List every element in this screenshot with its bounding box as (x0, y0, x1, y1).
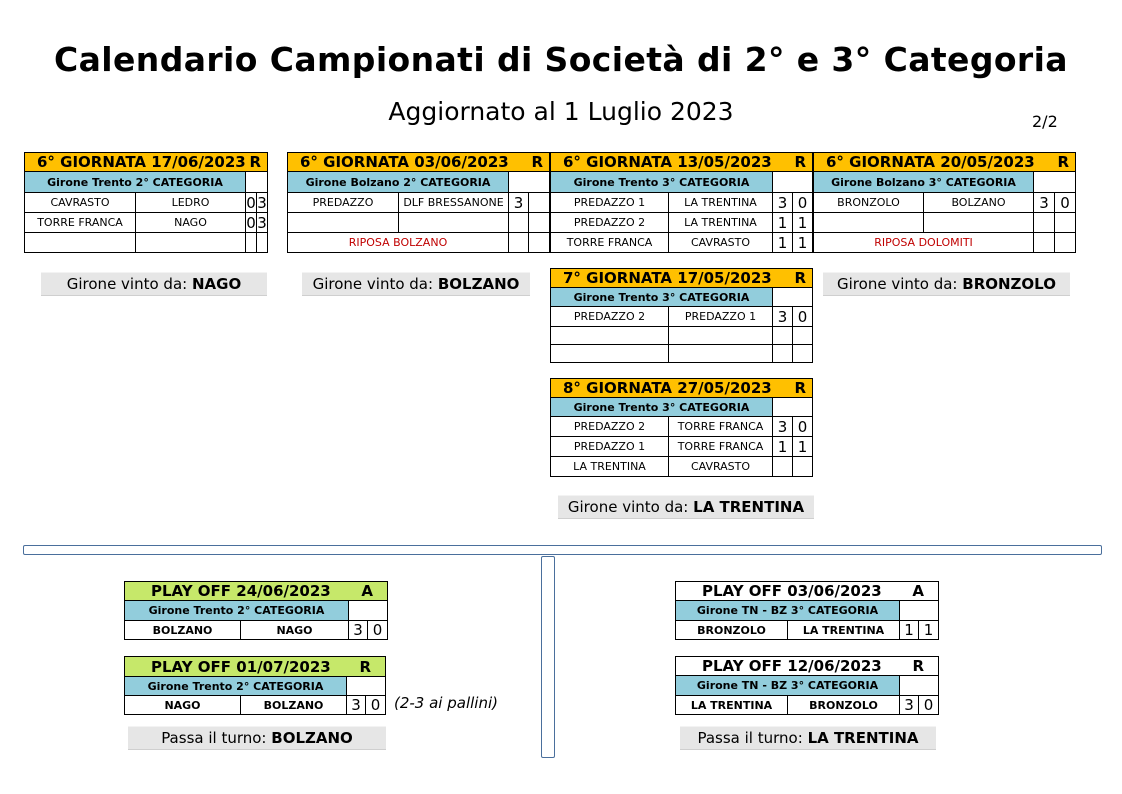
match-row: TORRE FRANCA CAVRASTO 1 1 (551, 233, 813, 253)
girone-header: Girone TN - BZ 3° CATEGORIA (676, 676, 900, 696)
giornata-header: 6° GIORNATA 20/05/2023 R (814, 153, 1076, 172)
giornata-table-bolzano-2cat (287, 152, 550, 253)
match-row (551, 327, 813, 345)
match-row: PREDAZZO 2 LA TRENTINA 1 1 (551, 213, 813, 233)
girone-header: Girone Trento 2° CATEGORIA (125, 601, 349, 621)
match-row (551, 345, 813, 363)
playoff-header: PLAY OFF 12/06/2023 R (676, 657, 939, 676)
match-row: PREDAZZO 1 TORRE FRANCA 1 1 (551, 437, 813, 457)
giornata-header: 8° GIORNATA 27/05/2023 R (551, 379, 813, 398)
page-number: 2/2 (1032, 112, 1058, 131)
girone-header: Girone Trento 2° CATEGORIA (25, 172, 246, 193)
giornata-table-trento-3cat (550, 152, 813, 253)
playoff-header: PLAY OFF 03/06/2023 A (676, 582, 939, 601)
winner-banner-la-trentina: Girone vinto da: LA TRENTINA (558, 495, 814, 519)
girone-header: Girone Trento 3° CATEGORIA (551, 398, 773, 417)
match-row: PREDAZZO DLF BRESSANONE 3 (288, 193, 550, 213)
girone-header: Girone Trento 3° CATEGORIA (551, 288, 773, 307)
page-subtitle: Aggiornato al 1 Luglio 2023 (388, 97, 734, 126)
playoff-table-left-1 (124, 581, 388, 640)
match-row (288, 213, 550, 233)
match-row: TORRE FRANCA NAGO 0 3 (25, 213, 268, 233)
playoff-table-right-2 (675, 656, 939, 715)
playoff-header: PLAY OFF 01/07/2023 R (125, 657, 386, 677)
winner-banner-bolzano: Girone vinto da: BOLZANO (302, 272, 530, 296)
giornata-table-8 (550, 378, 813, 477)
match-row: CAVRASTO LEDRO 0 3 (25, 193, 268, 213)
horizontal-divider (23, 545, 1102, 555)
giornata-table-7 (550, 268, 813, 363)
winner-banner-nago: Girone vinto da: NAGO (41, 272, 267, 296)
giornata-header: 6° GIORNATA 17/06/2023 R (25, 153, 268, 172)
riposa-label: RIPOSA DOLOMITI (814, 233, 1034, 253)
giornata-header: 7° GIORNATA 17/05/2023 R (551, 269, 813, 288)
match-row: PREDAZZO 2 TORRE FRANCA 3 0 (551, 417, 813, 437)
winner-banner-bronzolo: Girone vinto da: BRONZOLO (823, 272, 1070, 296)
girone-header: Girone Bolzano 2° CATEGORIA (288, 172, 509, 193)
girone-header: Girone Trento 2° CATEGORIA (125, 677, 347, 696)
playoff-header: PLAY OFF 24/06/2023 A (125, 582, 388, 601)
page-title: Calendario Campionati di Società di 2° e 3° Categoria (54, 40, 1068, 79)
match-row: LA TRENTINA BRONZOLO 3 0 (676, 696, 939, 715)
girone-header: Girone TN - BZ 3° CATEGORIA (676, 601, 900, 621)
playoff-table-left-2 (124, 656, 386, 715)
giornata-header: 6° GIORNATA 13/05/2023 R (551, 153, 813, 172)
match-row: BOLZANO NAGO 3 0 (125, 621, 388, 640)
playoff-note: (2-3 ai pallini) (394, 694, 498, 712)
match-row: PREDAZZO 2 PREDAZZO 1 3 0 (551, 307, 813, 327)
giornata-table-bolzano-3cat (813, 152, 1076, 253)
match-row: NAGO BOLZANO 3 0 (125, 696, 386, 715)
giornata-table-trento-2cat (24, 152, 268, 253)
girone-header: Girone Trento 3° CATEGORIA (551, 172, 773, 193)
match-row: BRONZOLO LA TRENTINA 1 1 (676, 621, 939, 640)
match-row (25, 233, 268, 253)
vertical-divider (541, 556, 555, 758)
girone-header: Girone Bolzano 3° CATEGORIA (814, 172, 1034, 193)
match-row: BRONZOLO BOLZANO 3 0 (814, 193, 1076, 213)
playoff-table-right-1 (675, 581, 939, 640)
riposa-label: RIPOSA BOLZANO (288, 233, 509, 253)
match-row: PREDAZZO 1 LA TRENTINA 3 0 (551, 193, 813, 213)
match-row (814, 213, 1076, 233)
pass-banner-right: Passa il turno: LA TRENTINA (680, 726, 936, 750)
giornata-header: 6° GIORNATA 03/06/2023 R (288, 153, 550, 172)
match-row: LA TRENTINA CAVRASTO (551, 457, 813, 477)
pass-banner-left: Passa il turno: BOLZANO (128, 726, 386, 750)
